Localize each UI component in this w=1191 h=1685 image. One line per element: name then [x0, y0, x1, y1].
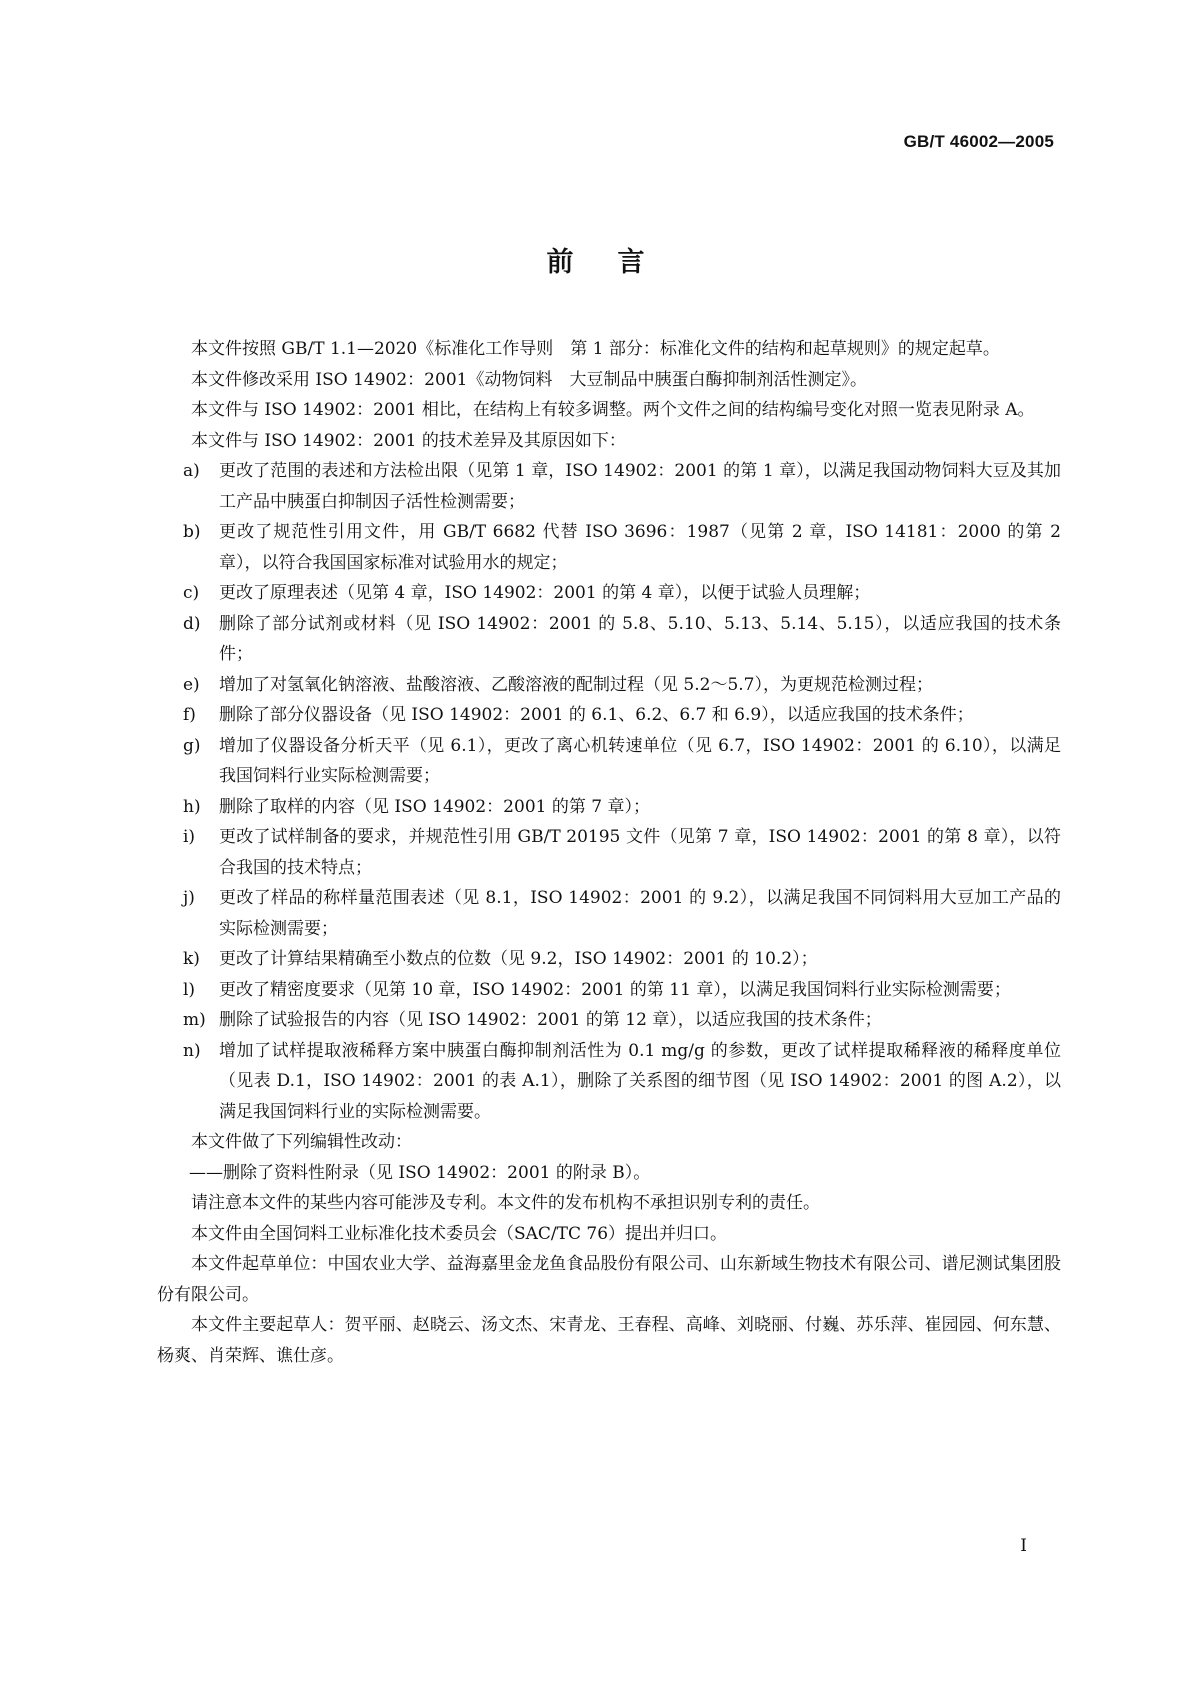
list-marker: e) [183, 674, 200, 695]
list-item [157, 700, 1061, 731]
list-item [157, 731, 1061, 792]
list-marker: j) [183, 888, 195, 908]
list-item-text: 更改了计算结果精确至小数点的位数（见 9.2，ISO 14902：2001 的 10.2）； [219, 949, 818, 969]
intro-paragraph: 本文件与 ISO 14902：2001 的技术差异及其原因如下： [191, 430, 626, 451]
list-marker: f) [183, 705, 196, 725]
intro-paragraph: 本文件按照 GB/T 1.1—2020《标准化工作导则 第 1 部分：标准化文件的结构和起草规则》的规定起草。 [191, 339, 1000, 359]
list-item [157, 517, 1061, 578]
intro-paragraph: 本文件与 ISO 14902：2001 相比，在结构上有较多调整。两个文件之间的结构编号变化对照一览表见附录 A。 [191, 400, 1035, 420]
list-item [157, 792, 1061, 823]
drafters: 本文件主要起草人：贺平丽、赵晓云、汤文杰、宋青龙、王春程、高峰、刘晓丽、付巍、苏乐萍、崔园园、何东慧、杨爽、肖荣辉、谯仕彦。 [157, 1315, 1061, 1366]
list-item [157, 883, 1061, 944]
list-item-text: 更改了范围的表述和方法检出限（见第 1 章，ISO 14902：2001 的第 1 章），以满足我国动物饲料大豆及其加工产品中胰蛋白抑制因子活性检测需要； [219, 461, 1061, 512]
proposer-statement: 本文件由全国饲料工业标准化技术委员会（SAC/TC 76）提出并归口。 [191, 1223, 728, 1244]
list-item-text: 更改了试样制备的要求，并规范性引用 GB/T 20195 文件（见第 7 章，ISO 14902：2001 的第 8 章），以符合我国的技术特点； [219, 827, 1061, 878]
intro-paragraph: 本文件修改采用 ISO 14902：2001《动物饲料 大豆制品中胰蛋白酶抑制剂活性测定》。 [191, 369, 867, 390]
list-marker: d) [183, 613, 201, 634]
list-item-text: 删除了部分仪器设备（见 ISO 14902：2001 的 6.1、6.2、6.7 和 6.9），以适应我国的技术条件； [219, 705, 974, 725]
list-item-text: 增加了仪器设备分析天平（见 6.1），更改了离心机转速单位（见 6.7，ISO 14902：2001 的 6.10），以满足我国饲料行业实际检测需要； [219, 735, 1061, 786]
list-item [157, 975, 1061, 1006]
list-marker: n) [183, 1040, 201, 1061]
list-item-text: 更改了精密度要求（见第 10 章，ISO 14902：2001 的第 11 章），以满足我国饲料行业实际检测需要； [219, 979, 1011, 1000]
list-item [157, 1005, 1061, 1036]
editorial-intro: 本文件做了下列编辑性改动： [191, 1132, 412, 1152]
list-item [157, 609, 1061, 670]
list-item-text: 删除了试验报告的内容（见 ISO 14902：2001 的第 12 章），以适应我国的技术条件； [219, 1010, 882, 1030]
list-item [157, 456, 1061, 517]
list-item-text: 更改了规范性引用文件，用 GB/T 6682 代替 ISO 3696：1987（见第 2 章，ISO 14181：2000 的第 2 章），以符合我国国家标准对试验用水的规定； [219, 522, 1061, 573]
list-item-text: 删除了部分试剂或材料（见 ISO 14902：2001 的 5.8、5.10、5.13、5.14、5.15），以适应我国的技术条件； [219, 613, 1061, 664]
list-item-text: 增加了对氢氧化钠溶液、盐酸溶液、乙酸溶液的配制过程（见 5.2～5.7），为更规范检测过程； [219, 674, 933, 695]
list-marker: l) [183, 979, 196, 1000]
list-marker: a) [183, 461, 200, 481]
list-marker: g) [183, 735, 201, 756]
list-marker: b) [183, 522, 201, 542]
list-item [157, 670, 1061, 701]
list-item [157, 1036, 1061, 1128]
list-marker: m) [183, 1010, 206, 1030]
list-item [157, 578, 1061, 609]
patent-notice: 请注意本文件的某些内容可能涉及专利。本文件的发布机构不承担识别专利的责任。 [191, 1193, 820, 1213]
page-title: 前言 [546, 247, 689, 278]
list-item-text: 更改了样品的称样量范围表述（见 8.1，ISO 14902：2001 的 9.2），以满足我国不同饲料用大豆加工产品的实际检测需要； [219, 888, 1061, 939]
list-item [157, 822, 1061, 883]
list-marker: h) [183, 796, 201, 817]
list-item-text: 增加了试样提取液稀释方案中胰蛋白酶抑制剂活性为 0.1 mg/g 的参数，更改了试样提取稀释液的稀释度单位（见表 D.1，ISO 14902：2001 的表 A.1），删除了关系图的细节图（见 ISO 14902：2001 的图 A.2），以满足我国饲料行业的实际检测需要。 [219, 1040, 1061, 1122]
foreword-body [157, 334, 1061, 1371]
list-item-text: 更改了原理表述（见第 4 章，ISO 14902：2001 的第 4 章），以便于试验人员理解； [219, 583, 871, 603]
list-item [157, 944, 1061, 975]
page-number: I [1020, 1536, 1027, 1556]
list-marker: c) [183, 583, 200, 603]
differences-list [157, 456, 1061, 1127]
list-marker: k) [183, 949, 200, 969]
list-marker: i) [183, 827, 196, 847]
editorial-item: ——删除了资料性附录（见 ISO 14902：2001 的附录 B）。 [189, 1162, 651, 1183]
drafting-units: 本文件起草单位：中国农业大学、益海嘉里金龙鱼食品股份有限公司、山东新域生物技术有限公司、谱尼测试集团股份有限公司。 [157, 1254, 1061, 1305]
standard-code: GB/T 46002—2005 [903, 132, 1054, 151]
list-item-text: 删除了取样的内容（见 ISO 14902：2001 的第 7 章）； [219, 796, 650, 817]
